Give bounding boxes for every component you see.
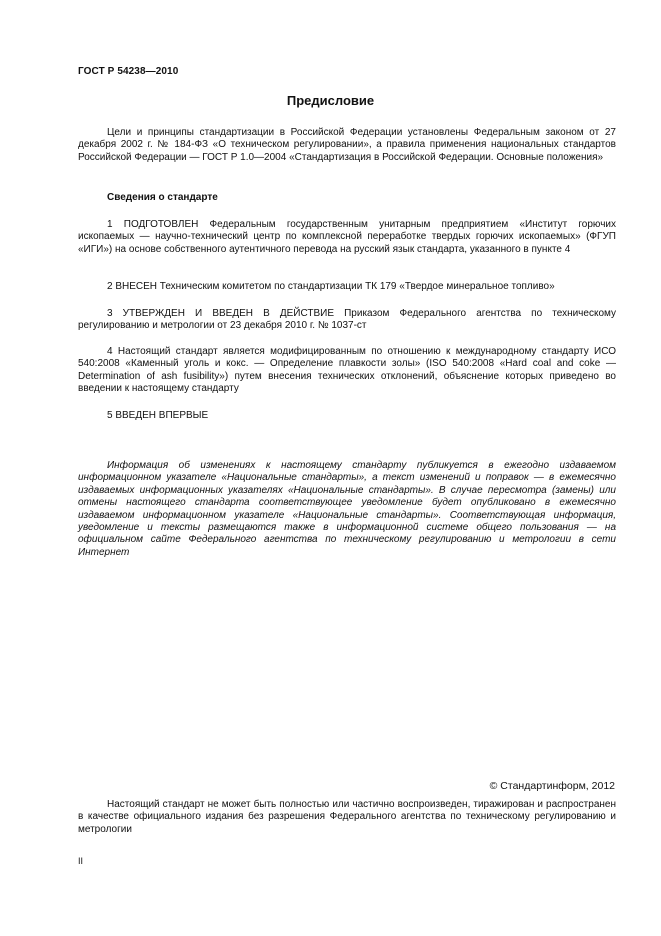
page-number: II	[78, 856, 84, 866]
standard-code-header: ГОСТ Р 54238—2010	[78, 66, 179, 77]
notice-paragraph: Информация об изменениях к настоящему стандарту публикуется в ежегодно издаваемом информационном указателе «Национальные стандарты», а текст изменений и поправок — в ежемесячно издаваемых информационных указателях «Национальные стандарты». В случае пересмотра (замены) или отмены настоящего стандарта соответствующее уведомление будет опубликовано в ежемесячно издаваемом информационном указателе «Национальные стандарты». Соответствующая информация, уведомление и тексты размещаются также в информационной системе общего пользования — на официальном сайте Федерального агентства по техническому регулированию и метрологии в сети Интернет	[78, 460, 616, 558]
section-heading: Сведения о стандарте	[107, 192, 218, 203]
item-4-paragraph: 4 Настоящий стандарт является модифицированным по отношению к международному стандарту ИСО 540:2008 «Каменный уголь и кокс. — Определение плавкости золы» (ISO 540:2008 «Hard coal and coke — Determination of ash fusibility») путем внесения технических отклонений, объяснение которых приведено во введении к настоящему стандарту	[78, 346, 616, 395]
intro-paragraph: Цели и принципы стандартизации в Российской Федерации установлены Федеральным законом от 27 декабря 2002 г. № 184-ФЗ «О техническом регулировании», а правила применения национальных стандартов Российской Федерации — ГОСТ Р 1.0—2004 «Стандартизация в Российской Федерации. Основные положения»	[78, 127, 616, 163]
page-title: Предисловие	[286, 93, 375, 108]
item-2-paragraph: 2 ВНЕСЕН Техническим комитетом по стандартизации ТК 179 «Твердое минеральное топливо»	[107, 281, 555, 292]
copyright-line: © Стандартинформ, 2012	[489, 780, 615, 792]
rights-paragraph: Настоящий стандарт не может быть полностью или частично воспроизведен, тиражирован и распространен в качестве официального издания без разрешения Федерального агентства по техническому регулированию и метрологии	[78, 799, 616, 835]
item-3-paragraph: 3 УТВЕРЖДЕН И ВВЕДЕН В ДЕЙСТВИЕ Приказом Федерального агентства по техническому регулированию и метрологии от 23 декабря 2010 г. № 1037-ст	[78, 308, 616, 332]
item-1-paragraph: 1 ПОДГОТОВЛЕН Федеральным государственным унитарным предприятием «Институт горючих ископаемых — научно-технический центр по комплексной переработке твердых горючих ископаемых» (ФГУП «ИГИ») на основе собственного аутентичного перевода на русский язык стандарта, указанного в пункте 4	[78, 219, 616, 255]
item-5-paragraph: 5 ВВЕДЕН ВПЕРВЫЕ	[107, 410, 209, 421]
